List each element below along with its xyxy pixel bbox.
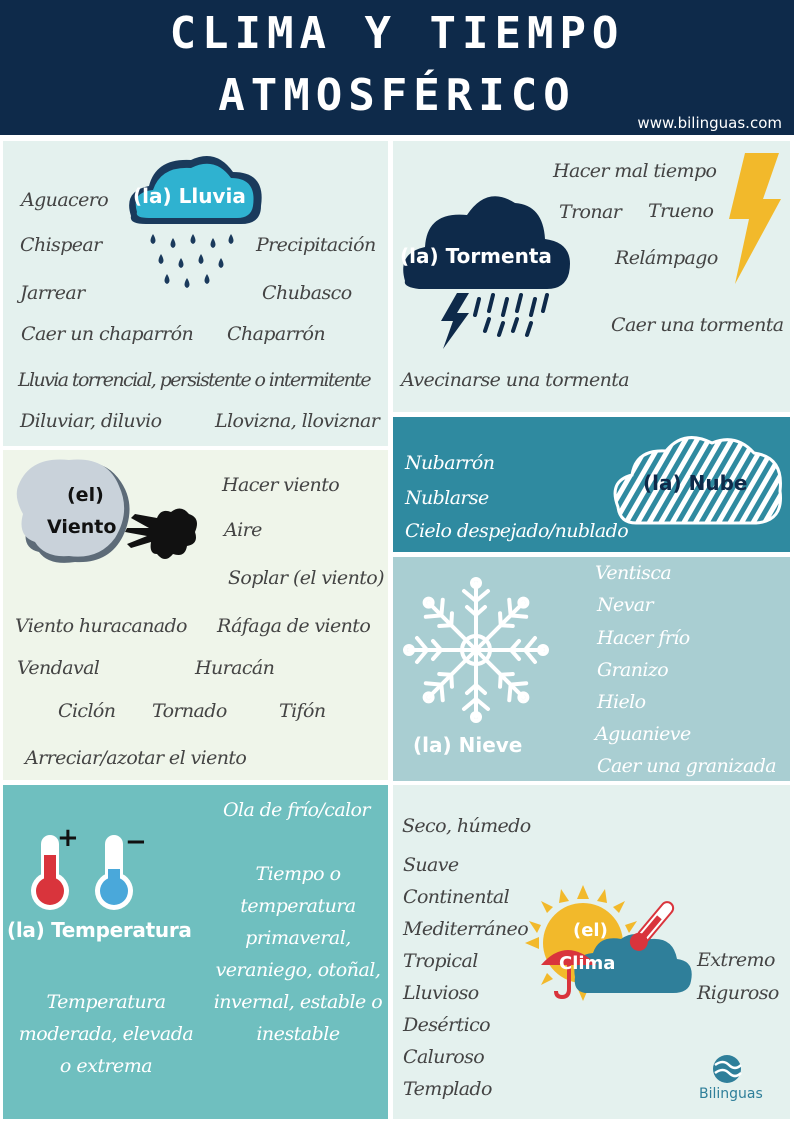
climate-icon <box>523 885 698 1015</box>
tiempo-text: Tiempo o temperatura primaveral, veraniego, otoñal, invernal, estable o inestable <box>213 863 383 1045</box>
tormenta-panel <box>393 141 790 412</box>
lluvia-panel <box>3 141 388 446</box>
lluvia-word: Chispear <box>20 234 102 256</box>
viento-word: Huracán <box>195 657 275 679</box>
nieve-word: Ventisca <box>595 562 672 584</box>
rain-cloud-icon <box>121 146 271 296</box>
clima-word: Templado <box>403 1078 492 1100</box>
lightning-bolt-icon <box>723 151 783 286</box>
tormenta-word: Tronar <box>559 201 622 223</box>
header <box>0 0 794 135</box>
clima-label-line1: (el) <box>573 920 608 941</box>
snowflake-icon <box>401 575 551 725</box>
storm-cloud-icon <box>397 181 577 361</box>
lluvia-word: Caer un chaparrón <box>21 323 194 345</box>
lluvia-word: Llovizna, lloviznar <box>215 410 380 432</box>
viento-word: Ráfaga de viento <box>217 615 371 637</box>
nieve-word: Nevar <box>597 594 654 616</box>
temperatura-text: Temperatura moderada, elevada o extrema <box>18 991 194 1077</box>
nieve-word: Hielo <box>597 691 646 713</box>
bilinguas-logo-icon <box>707 1053 747 1085</box>
nieve-label: (la) Nieve <box>413 733 523 757</box>
viento-word: Viento huracanado <box>15 615 187 637</box>
clima-word: Caluroso <box>403 1046 485 1068</box>
clima-word: Extremo <box>697 949 775 971</box>
tormenta-word: Avecinarse una tormenta <box>401 369 629 391</box>
temperatura-label: (la) Temperatura <box>7 918 192 942</box>
lluvia-word: Chaparrón <box>227 323 326 345</box>
clima-word: Riguroso <box>697 982 779 1004</box>
clima-panel <box>393 785 790 1119</box>
tormenta-word: Relámpago <box>615 247 718 269</box>
lluvia-word: Jarrear <box>20 282 85 304</box>
nube-word: Nublarse <box>405 487 489 509</box>
lluvia-word: Chubasco <box>262 282 352 304</box>
viento-word: Arreciar/azotar el viento <box>25 747 247 769</box>
tormenta-word: Caer una tormenta <box>611 314 784 336</box>
clima-word: Lluvioso <box>403 982 479 1004</box>
viento-word: Soplar (el viento) <box>228 567 384 589</box>
clima-word: Seco, húmedo <box>402 815 531 837</box>
nube-word: Nubarrón <box>405 452 495 474</box>
nube-label: (la) Nube <box>643 471 748 495</box>
tormenta-label: (la) Tormenta <box>400 244 552 268</box>
nieve-word: Aguanieve <box>595 723 691 745</box>
viento-label-line1: (el) <box>67 484 104 506</box>
viento-word: Hacer viento <box>222 474 340 496</box>
nube-panel <box>393 417 790 552</box>
nieve-panel <box>393 557 790 781</box>
clima-word: Continental <box>403 886 510 908</box>
bilinguas-logo-text[interactable]: Bilinguas <box>699 1086 763 1102</box>
lluvia-word: Lluvia torrencial, persistente o intermitente <box>18 369 370 391</box>
viento-panel <box>3 450 388 780</box>
lluvia-word: Diluviar, diluvio <box>20 410 162 432</box>
viento-word: Aire <box>224 519 262 541</box>
plus-sign: + <box>57 823 79 853</box>
tormenta-word: Trueno <box>648 200 714 222</box>
page-title-line2: ATMOSFÉRICO <box>218 70 576 121</box>
viento-word: Tifón <box>279 700 326 722</box>
lluvia-word: Aguacero <box>21 189 109 211</box>
viento-word: Vendaval <box>17 657 100 679</box>
nieve-word: Granizo <box>597 659 669 681</box>
clima-word: Desértico <box>403 1014 490 1036</box>
clima-word: Tropical <box>403 950 478 972</box>
viento-word: Ciclón <box>58 700 116 722</box>
minus-sign: − <box>125 827 147 857</box>
clima-word: Suave <box>403 854 459 876</box>
page-title-line1: CLIMA Y TIEMPO <box>169 8 625 59</box>
lluvia-word: Precipitación <box>256 234 376 256</box>
site-url[interactable]: www.bilinguas.com <box>637 114 782 132</box>
clima-word: Mediterráneo <box>403 918 529 940</box>
clima-label-line2: Clima <box>559 953 616 974</box>
tormenta-word: Hacer mal tiempo <box>553 160 717 182</box>
nieve-word: Caer una granizada <box>597 755 776 777</box>
ola-text: Ola de frío/calor <box>223 799 370 821</box>
lluvia-label: (la) Lluvia <box>133 184 246 208</box>
viento-label-line2: Viento <box>47 516 117 538</box>
nube-word: Cielo despejado/nublado <box>405 520 629 542</box>
viento-word: Tornado <box>152 700 227 722</box>
temperatura-panel <box>3 785 388 1119</box>
nieve-word: Hacer frío <box>597 627 690 649</box>
